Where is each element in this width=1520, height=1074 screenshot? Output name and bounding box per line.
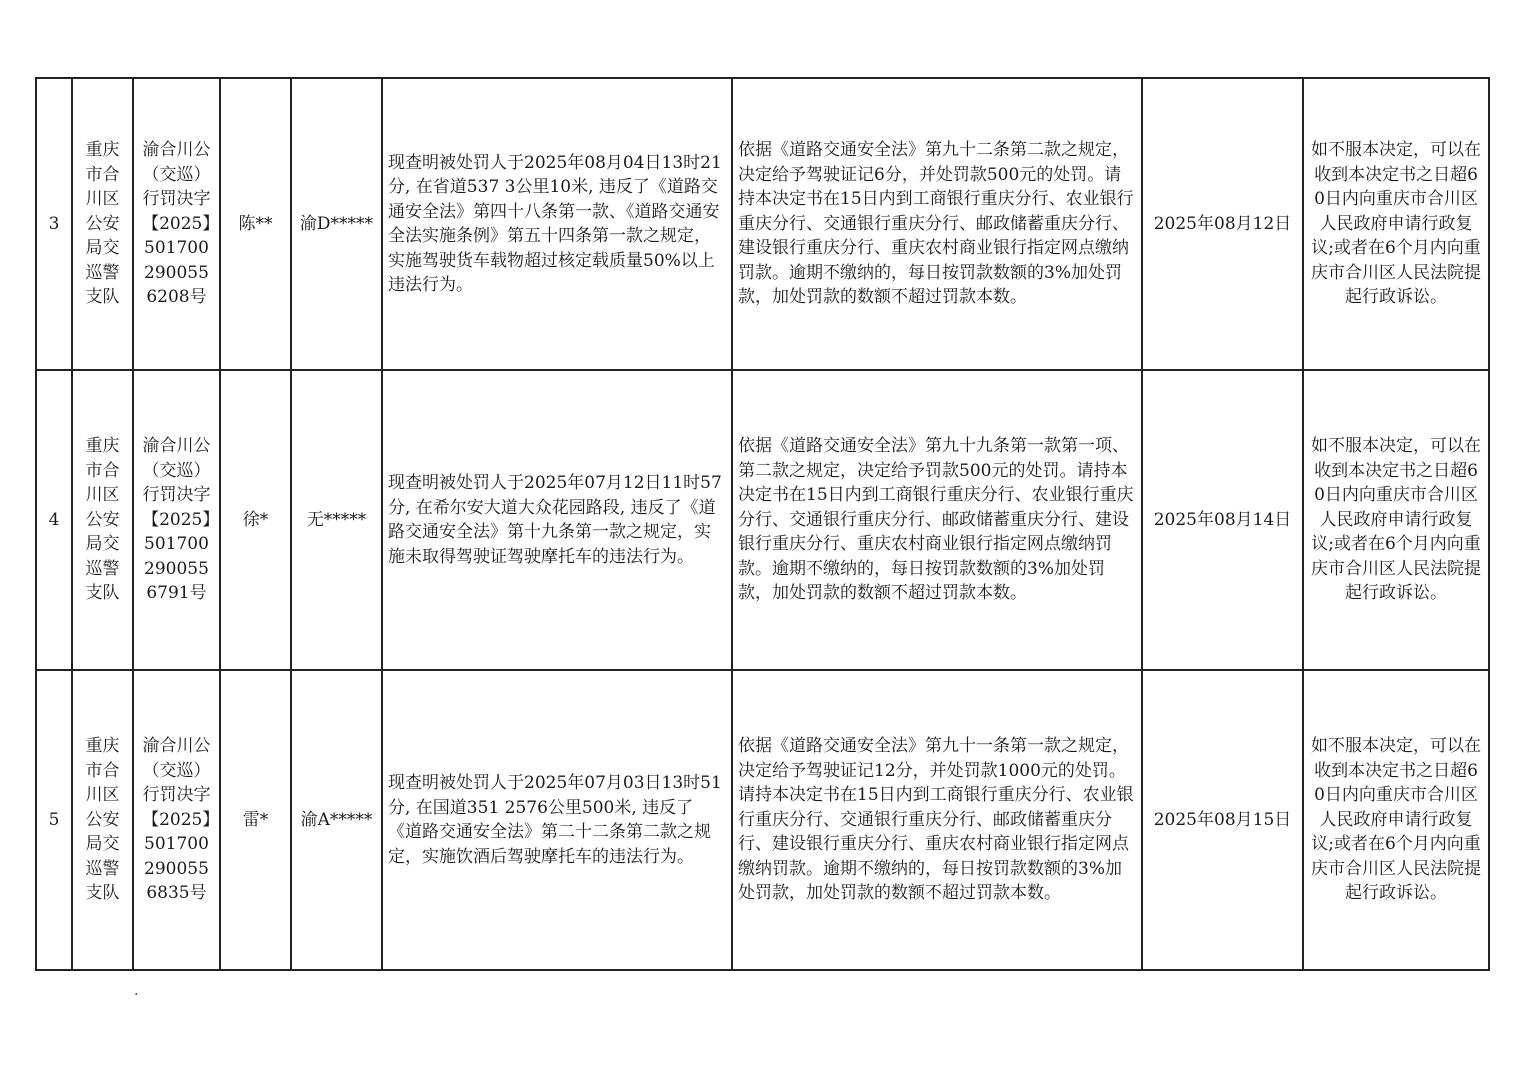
penalty-content: 依据《道路交通安全法》第九十二条第二款之规定，决定给予驾驶证记6分，并处罚款500元的处罚。请持本决定书在15日内到工商银行重庆分行、农业银行重庆分行、交通银行重庆分行、邮政储蓄重庆分行、建设银行重庆分行、重庆农村商业银行指定网点缴纳罚款。逾期不缴纳的，每日按罚款数额的3%加处罚款，加处罚款的数额不超过罚款本数。 [732, 78, 1142, 370]
remedy-notice: 如不服本决定，可以在收到本决定书之日超60日内向重庆市合川区人民政府申请行政复议;或者在6个月内向重庆市合川区人民法院提起行政诉讼。 [1303, 78, 1489, 370]
decision-date: 2025年08月12日 [1142, 78, 1303, 370]
table-row [36, 370, 1489, 670]
offender-name: 徐* [220, 370, 291, 670]
remedy-notice: 如不服本决定，可以在收到本决定书之日超60日内向重庆市合川区人民政府申请行政复议;或者在6个月内向重庆市合川区人民法院提起行政诉讼。 [1303, 370, 1489, 670]
decision-number: 渝合川公（交巡）行罚决字【2025】5017002900556835号 [133, 670, 220, 970]
decision-number: 渝合川公（交巡）行罚决字【2025】5017002900556791号 [133, 370, 220, 670]
row-number: 4 [36, 370, 72, 670]
penalty-records-table [35, 77, 1490, 971]
remedy-notice: 如不服本决定，可以在收到本决定书之日超60日内向重庆市合川区人民政府申请行政复议;或者在6个月内向重庆市合川区人民法院提起行政诉讼。 [1303, 670, 1489, 970]
footer-mark: . [134, 983, 139, 999]
license-plate: 无***** [291, 370, 382, 670]
offender-name: 陈** [220, 78, 291, 370]
issuing-authority: 重庆市合川区公安局交巡警支队 [72, 78, 133, 370]
issuing-authority: 重庆市合川区公安局交巡警支队 [72, 670, 133, 970]
table-row [36, 670, 1489, 970]
violation-facts: 现查明被处罚人于2025年08月04日13时21分, 在省道537 3公里10米, 违反了《道路交通安全法》第四十八条第一款、《道路交通安全法实施条例》第五十四条第一款之规定，实施驾驶货车载物超过核定载质量50%以上违法行为。 [382, 78, 732, 370]
penalty-content: 依据《道路交通安全法》第九十一条第一款之规定，决定给予驾驶证记12分，并处罚款1000元的处罚。请持本决定书在15日内到工商银行重庆分行、农业银行重庆分行、交通银行重庆分行、邮政储蓄重庆分行、建设银行重庆分行、重庆农村商业银行指定网点缴纳罚款。逾期不缴纳的，每日按罚款数额的3%加处罚款，加处罚款的数额不超过罚款本数。 [732, 670, 1142, 970]
row-number: 5 [36, 670, 72, 970]
table-row [36, 78, 1489, 370]
license-plate: 渝A***** [291, 670, 382, 970]
penalty-content: 依据《道路交通安全法》第九十九条第一款第一项、第二款之规定，决定给予罚款500元的处罚。请持本决定书在15日内到工商银行重庆分行、农业银行重庆分行、交通银行重庆分行、邮政储蓄重庆分行、建设银行重庆分行、重庆农村商业银行指定网点缴纳罚款。逾期不缴纳的，每日按罚款数额的3%加处罚款，加处罚款的数额不超过罚款本数。 [732, 370, 1142, 670]
violation-facts: 现查明被处罚人于2025年07月03日13时51分, 在国道351 2576公里500米, 违反了《道路交通安全法》第二十二条第二款之规定，实施饮酒后驾驶摩托车的违法行为。 [382, 670, 732, 970]
decision-date: 2025年08月15日 [1142, 670, 1303, 970]
issuing-authority: 重庆市合川区公安局交巡警支队 [72, 370, 133, 670]
license-plate: 渝D***** [291, 78, 382, 370]
violation-facts: 现查明被处罚人于2025年07月12日11时57分, 在希尔安大道大众花园路段, 违反了《道路交通安全法》第十九条第一款之规定，实施未取得驾驶证驾驶摩托车的违法行为。 [382, 370, 732, 670]
offender-name: 雷* [220, 670, 291, 970]
decision-number: 渝合川公（交巡）行罚决字【2025】5017002900556208号 [133, 78, 220, 370]
row-number: 3 [36, 78, 72, 370]
decision-date: 2025年08月14日 [1142, 370, 1303, 670]
